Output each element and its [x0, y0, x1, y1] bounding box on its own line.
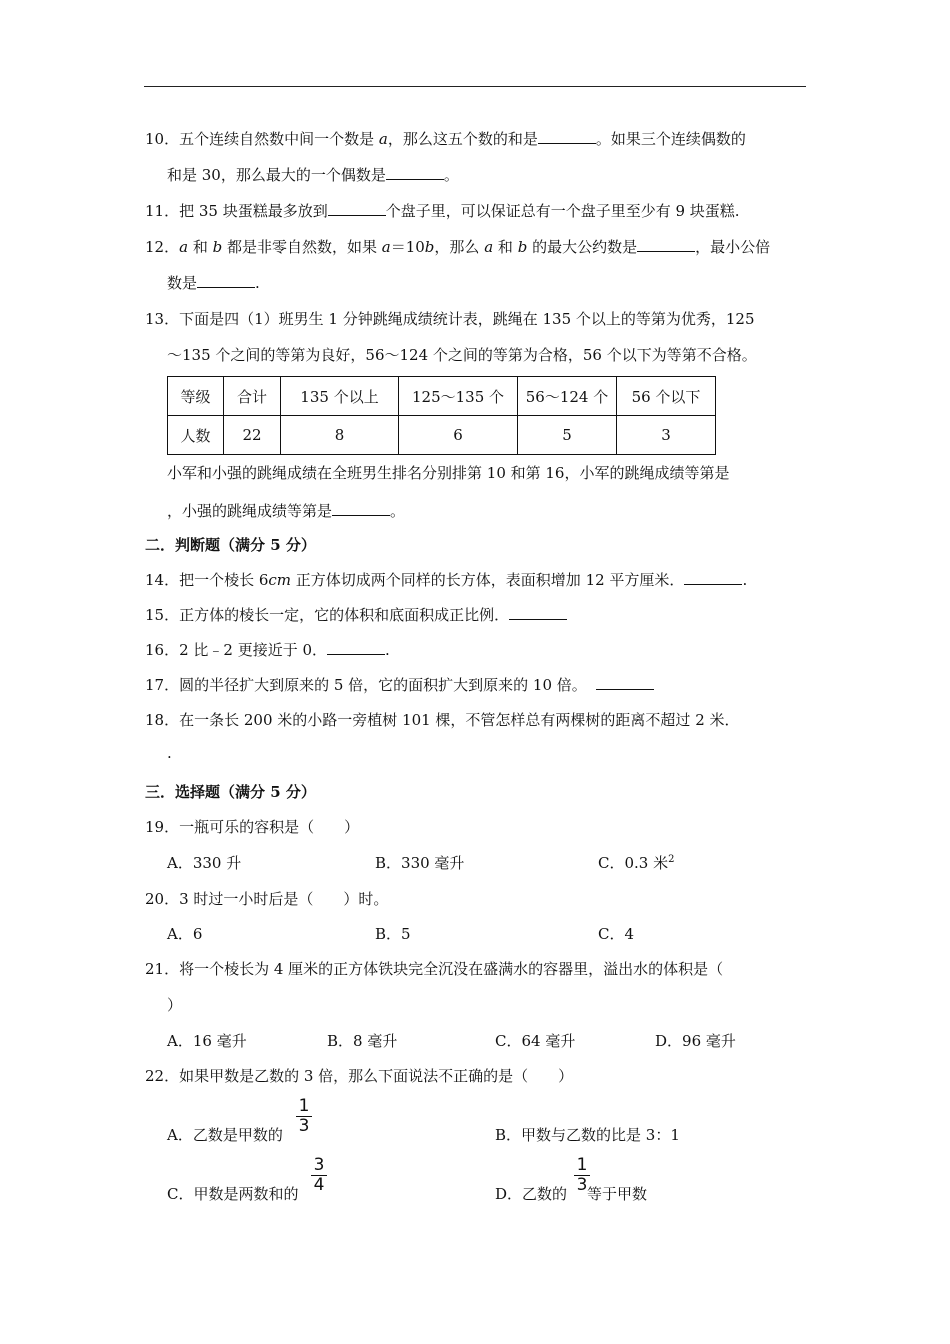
question-22: 22．如果甲数是乙数的 3 倍，那么下面说法不正确的是（ ） — [145, 1067, 574, 1085]
score-table — [167, 376, 716, 455]
q10-text-a: 10．五个连续自然数中间一个数是 — [145, 130, 379, 148]
question-19: 19．一瓶可乐的容积是（ ） — [145, 818, 360, 836]
q14-text-a: 14．把一个棱长 6 — [145, 571, 269, 589]
q19-option-c-text: C．0.3 米 — [598, 854, 669, 872]
question-10-line-1 — [145, 128, 746, 149]
q22-option-d-text-b: 等于甲数 — [587, 1185, 648, 1203]
q16-blank[interactable] — [327, 639, 385, 655]
q22-option-c-fraction — [311, 1157, 327, 1194]
fraction-numerator: 3 — [313, 1155, 325, 1175]
table-row — [168, 416, 716, 455]
question-15 — [145, 604, 567, 625]
q22-option-d[interactable] — [495, 1183, 647, 1204]
question-20: 20．3 时过一小时后是（ ）时。 — [145, 890, 389, 908]
header-rule — [144, 86, 806, 87]
question-14 — [145, 569, 747, 590]
question-11 — [145, 200, 740, 221]
q16-end: . — [385, 641, 390, 659]
q12-t7: 的最大公约数是 — [527, 238, 638, 256]
q17-text: 17．圆的半径扩大到原来的 5 倍，它的面积扩大到原来的 10 倍。 — [145, 676, 587, 694]
q17-blank[interactable] — [596, 674, 654, 690]
question-17 — [145, 674, 654, 695]
q10-var-a: a — [378, 130, 388, 148]
q12-t5: ，那么 — [434, 238, 485, 256]
fraction-numerator: 1 — [298, 1096, 310, 1116]
q22-option-b[interactable]: B．甲数与乙数的比是 3：1 — [495, 1126, 680, 1144]
q14-text-b: 正方体切成两个同样的长方体，表面积增加 12 平方厘米． — [291, 571, 685, 589]
q12-var-b: b — [212, 238, 223, 256]
q11-text-a: 11．把 35 块蛋糕最多放到 — [145, 202, 328, 220]
q13-after-text: ，小强的跳绳成绩等第是 — [167, 502, 333, 520]
table-header-row — [168, 377, 716, 416]
question-18-mark: . — [167, 744, 172, 762]
q10-text-c: 。如果三个连续偶数的 — [595, 130, 746, 148]
q22-option-c[interactable]: C．甲数是两数和的 — [167, 1185, 299, 1203]
q10-blank-1[interactable] — [538, 128, 596, 144]
table-cell: 5 — [518, 416, 617, 455]
q19-option-b[interactable]: B．330 毫升 — [375, 854, 465, 872]
table-cell: 人数 — [168, 416, 224, 455]
question-18: 18．在一条长 200 米的小路一旁植树 101 棵，不管怎样总有两棵树的距离不超过 2 米． — [145, 711, 740, 729]
q20-option-c[interactable]: C．4 — [598, 925, 635, 943]
question-13-after-1: 小军和小强的跳绳成绩在全班男生排名分别排第 10 和第 16，小军的跳绳成绩等第是 — [167, 464, 730, 482]
q20-option-a[interactable]: A．6 — [167, 925, 203, 943]
fraction-numerator: 1 — [576, 1155, 588, 1175]
question-13-line-1: 13．下面是四（1）班男生 1 分钟跳绳成绩统计表，跳绳在 135 个以上的等第为优秀，125 — [145, 310, 755, 328]
q12-t3: 都是非零自然数，如果 — [222, 238, 382, 256]
q21-option-b[interactable]: B．8 毫升 — [327, 1032, 398, 1050]
question-10-line-2 — [167, 164, 459, 185]
table-cell: 3 — [617, 416, 716, 455]
fraction-denominator: 4 — [313, 1175, 325, 1195]
q21-option-d[interactable]: D．96 毫升 — [655, 1032, 736, 1050]
q12-t1: 12． — [145, 238, 180, 256]
q19-option-c[interactable] — [598, 852, 674, 873]
q12-t6: 和 — [493, 238, 518, 256]
table-cell: 合计 — [224, 377, 281, 416]
q13-after-end: 。 — [390, 502, 406, 520]
q12-t2: 和 — [188, 238, 213, 256]
q12-var-a3: a — [484, 238, 494, 256]
q22-option-d-fraction — [574, 1157, 590, 1194]
table-cell: 56 个以下 — [617, 377, 716, 416]
table-cell: 22 — [224, 416, 281, 455]
q12-t4: ＝10 — [390, 238, 425, 256]
q12-var-b2: b — [424, 238, 435, 256]
question-13-after-2 — [167, 500, 405, 521]
table-cell: 135 个以上 — [281, 377, 399, 416]
table-cell: 6 — [399, 416, 518, 455]
q11-text-b: 个盘子里，可以保证总有一个盘子里至少有 9 块蛋糕. — [385, 202, 740, 220]
section-2-title: 二．判断题（满分 5 分） — [145, 536, 316, 554]
question-12-line-1 — [145, 236, 770, 257]
table-cell: 8 — [281, 416, 399, 455]
q10-blank-2[interactable] — [386, 164, 444, 180]
q14-unit: cm — [268, 571, 292, 589]
q14-text-c: . — [742, 571, 748, 589]
q19-option-c-sup: 2 — [668, 854, 675, 865]
q14-blank[interactable] — [684, 569, 742, 585]
fraction-denominator: 3 — [298, 1116, 310, 1136]
q12-var-a2: a — [381, 238, 391, 256]
q16-text: 16．2 比﹣2 更接近于 0． — [145, 641, 328, 659]
q12-t8: ，最小公倍 — [695, 238, 771, 256]
table-cell: 125～135 个 — [399, 377, 518, 416]
q21-option-c[interactable]: C．64 毫升 — [495, 1032, 576, 1050]
q20-option-b[interactable]: B．5 — [375, 925, 411, 943]
q22-option-a[interactable]: A．乙数是甲数的 — [167, 1126, 283, 1144]
q15-blank[interactable] — [509, 604, 567, 620]
q13-blank[interactable] — [332, 500, 390, 516]
q12-t10: . — [255, 274, 260, 292]
section-3-title: 三．选择题（满分 5 分） — [145, 783, 316, 801]
q12-var-b3: b — [517, 238, 528, 256]
question-16 — [145, 639, 390, 660]
q11-blank[interactable] — [328, 200, 386, 216]
question-13-line-2: ～135 个之间的等第为良好，56～124 个之间的等第为合格，56 个以下为等第不合格。 — [167, 346, 757, 364]
q10-text-d: 和是 30，那么最大的一个偶数是 — [167, 166, 386, 184]
fraction-denominator: 3 — [576, 1175, 588, 1195]
question-21-line-1: 21．将一个棱长为 4 厘米的正方体铁块完全沉没在盛满水的容器里，溢出水的体积是（ — [145, 960, 724, 978]
q19-option-a[interactable]: A．330 升 — [167, 854, 242, 872]
table-cell: 等级 — [168, 377, 224, 416]
q12-var-a: a — [179, 238, 189, 256]
q21-option-a[interactable]: A．16 毫升 — [167, 1032, 247, 1050]
table-cell: 56～124 个 — [518, 377, 617, 416]
q10-text-e: 。 — [443, 166, 459, 184]
q12-blank-2[interactable] — [197, 272, 255, 288]
q15-text: 15．正方体的棱长一定，它的体积和底面积成正比例． — [145, 606, 510, 624]
question-12-line-2 — [167, 272, 260, 293]
q10-text-b: ，那么这五个数的和是 — [387, 130, 538, 148]
question-21-line-2: ） — [167, 996, 183, 1014]
q12-blank-1[interactable] — [637, 236, 695, 252]
q22-option-a-fraction — [296, 1098, 312, 1135]
q22-option-d-text-a: D．乙数的 — [495, 1185, 568, 1203]
q12-t9: 数是 — [167, 274, 198, 292]
